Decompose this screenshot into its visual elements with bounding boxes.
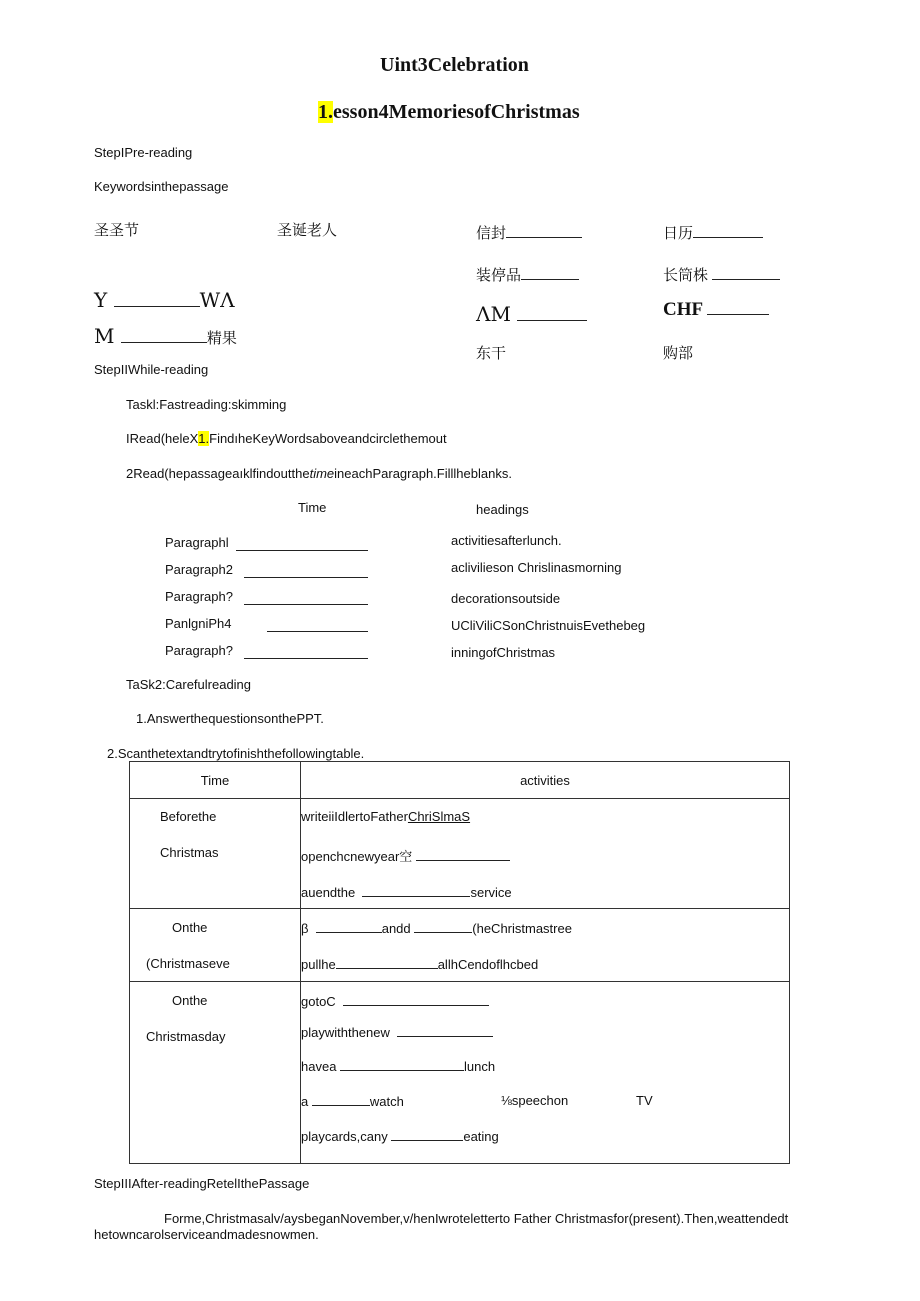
step2-heading: StepIIWhile-reading: [94, 362, 209, 377]
activity: [301, 1024, 493, 1040]
paragraph-label: Paragraph2: [165, 562, 233, 577]
activity: [301, 1128, 499, 1144]
activity: [301, 846, 510, 865]
retell-line-2: hetowncarolserviceandmadesnowmen.: [94, 1227, 319, 1242]
activity-cell: [301, 909, 790, 982]
activity-text: andd: [381, 921, 411, 936]
activity-text: gotoC: [301, 994, 336, 1009]
keyword-5: [476, 264, 579, 285]
blank[interactable]: [121, 322, 207, 343]
table-row: [130, 909, 790, 982]
task1-heading: Taskl:Fastreading:skimming: [126, 397, 287, 412]
activities-table: [129, 761, 790, 1164]
activity-text: β: [301, 921, 309, 936]
activity-text: service: [470, 885, 512, 900]
activity: [301, 993, 489, 1009]
blank[interactable]: [693, 225, 763, 238]
time-line: Christmasday: [146, 1029, 226, 1044]
activity-text: allhCendoflhcbed: [437, 957, 539, 972]
step1-heading: StepIPre-reading: [94, 145, 193, 160]
table-row: [130, 982, 790, 1164]
activity-text: playwiththenew: [301, 1025, 390, 1040]
doc-title: Uint3Celebration: [380, 54, 529, 76]
time-blank[interactable]: [244, 592, 368, 605]
keyword-7b-text: WΛ: [199, 288, 235, 312]
blank[interactable]: [397, 1024, 493, 1037]
paragraph-label: Paragraph?: [165, 643, 233, 658]
activity-text: ⅛speechon: [501, 1093, 569, 1108]
question-1: [126, 431, 447, 446]
lesson-title-text: esson4MemoriesofChristmas: [333, 101, 580, 123]
keyword-11: 东干: [476, 345, 507, 362]
blank[interactable]: [707, 296, 769, 315]
keyword-4-text: 日历: [663, 225, 694, 242]
keyword-10a-text: M: [94, 324, 115, 348]
keyword-7a-text: Y: [94, 288, 108, 312]
time-line: (Christmaseve: [146, 956, 230, 971]
blank[interactable]: [391, 1128, 463, 1141]
keyword-3: [476, 222, 582, 243]
blank[interactable]: [316, 920, 382, 933]
keywords-label: Keywordsinthepassage: [94, 179, 229, 194]
lesson-title: [318, 101, 580, 124]
paragraph-label: Paragraph?: [165, 589, 233, 604]
task2-q2: 2.Scanthetextandtrytofinishthefollowingtable.: [107, 746, 365, 761]
blank[interactable]: [416, 848, 510, 861]
activity: [301, 1058, 495, 1074]
activity-text: eating: [463, 1129, 499, 1144]
keyword-5-text: 装停品: [476, 267, 522, 284]
activity-underlined: ChriSlmaS: [407, 809, 471, 824]
col-time: Time: [298, 500, 327, 515]
activity-text: havea: [301, 1059, 337, 1074]
task2-heading: TaSk2:Carefulreading: [126, 677, 252, 692]
heading-option: activitiesafterlunch.: [451, 533, 562, 548]
activity: [301, 809, 470, 824]
blank[interactable]: [414, 920, 472, 933]
activity-cell: [301, 982, 790, 1164]
heading-option: inningofChristmas: [451, 645, 556, 660]
blank[interactable]: [336, 956, 438, 969]
blank[interactable]: [312, 1093, 370, 1106]
step3-heading: StepIIIAfter-readingRetelIthePassage: [94, 1176, 310, 1191]
activity: [301, 956, 538, 972]
blank[interactable]: [712, 267, 780, 280]
keyword-1: 圣圣节: [94, 222, 140, 239]
keyword-10b-text: 精果: [206, 329, 237, 347]
time-blank[interactable]: [267, 619, 368, 632]
time-blank[interactable]: [236, 538, 368, 551]
activity: [301, 884, 512, 900]
q2-italic: time: [309, 466, 335, 481]
heading-option: decorationsoutside: [451, 591, 561, 606]
time-blank[interactable]: [244, 565, 368, 578]
activity: [301, 1093, 661, 1109]
activity: [301, 920, 572, 936]
keyword-9-text: CHF: [663, 299, 703, 320]
blank[interactable]: [517, 298, 587, 321]
q1-pre: IRead(heleX: [126, 431, 199, 446]
paragraph-label: Paragraphl: [165, 535, 229, 550]
keyword-8-text: ΛM: [476, 302, 511, 326]
keyword-2: 圣诞老人: [277, 222, 338, 239]
header-activities: activities: [301, 762, 790, 799]
table-header-row: [130, 762, 790, 799]
activity-text: auendthe: [301, 885, 356, 900]
keyword-6-text: 长筒株: [663, 267, 709, 284]
blank[interactable]: [521, 267, 579, 280]
blank[interactable]: [114, 286, 200, 307]
keyword-10: [94, 322, 237, 348]
keyword-4: [663, 222, 763, 243]
time-blank[interactable]: [244, 646, 368, 659]
time-cell: [130, 909, 301, 982]
q1-num: 1.: [198, 431, 210, 446]
q2-post: ineachParagraph.Filllheblanks.: [334, 466, 512, 481]
activity-text: lunch: [464, 1059, 496, 1074]
keyword-7: [94, 286, 235, 312]
task2-q1: 1.AnswerthequestionsonthePPT.: [136, 711, 324, 726]
keyword-8: [476, 298, 587, 326]
question-2: [126, 466, 512, 481]
col-headings: headings: [476, 502, 529, 517]
header-time: Time: [130, 762, 301, 799]
blank[interactable]: [340, 1058, 464, 1071]
activity-text: playcards,cany: [301, 1129, 388, 1144]
table-row: [130, 799, 790, 909]
heading-option: aclivilieson Chrislinasmorning: [451, 560, 622, 575]
time-cell: [130, 982, 301, 1164]
paragraph-label: PanlgniPh4: [165, 616, 232, 631]
blank[interactable]: [343, 993, 489, 1006]
blank[interactable]: [362, 884, 470, 897]
time-line: Beforethe: [160, 809, 217, 824]
retell-line-1: Forme,Christmasalv/aysbeganNovember,v/henIwroteletterto Father Christmasfor(present).Then,weattendedt: [164, 1211, 789, 1226]
time-line: Onthe: [172, 993, 208, 1008]
activity-text: a: [301, 1094, 309, 1109]
time-line: Christmas: [160, 845, 219, 860]
activity-text: watch: [369, 1094, 404, 1109]
activity-text: (heChristmastree: [472, 921, 572, 936]
time-line: Onthe: [172, 920, 208, 935]
activity-text: pullhe: [301, 957, 336, 972]
keyword-3-text: 信封: [476, 225, 507, 242]
keyword-6: [663, 264, 780, 285]
activity-text: TV: [636, 1093, 653, 1108]
time-cell: [130, 799, 301, 909]
highlight-number: 1.: [318, 101, 333, 123]
blank[interactable]: [506, 225, 582, 238]
heading-option: UCliViliCSonChristnuisEvethebeg: [451, 618, 646, 633]
keyword-12: 购部: [663, 345, 694, 362]
activity-text: openchcnewyear空: [301, 849, 413, 864]
keyword-9: [663, 296, 769, 321]
q2-pre: 2Read(hepassageaıklfindoutthe: [126, 466, 310, 481]
activity-cell: [301, 799, 790, 909]
q1-post: FindıheKeyWordsaboveandcirclethemout: [209, 431, 447, 446]
activity-text: writeiiIdlertoFather: [301, 809, 408, 824]
